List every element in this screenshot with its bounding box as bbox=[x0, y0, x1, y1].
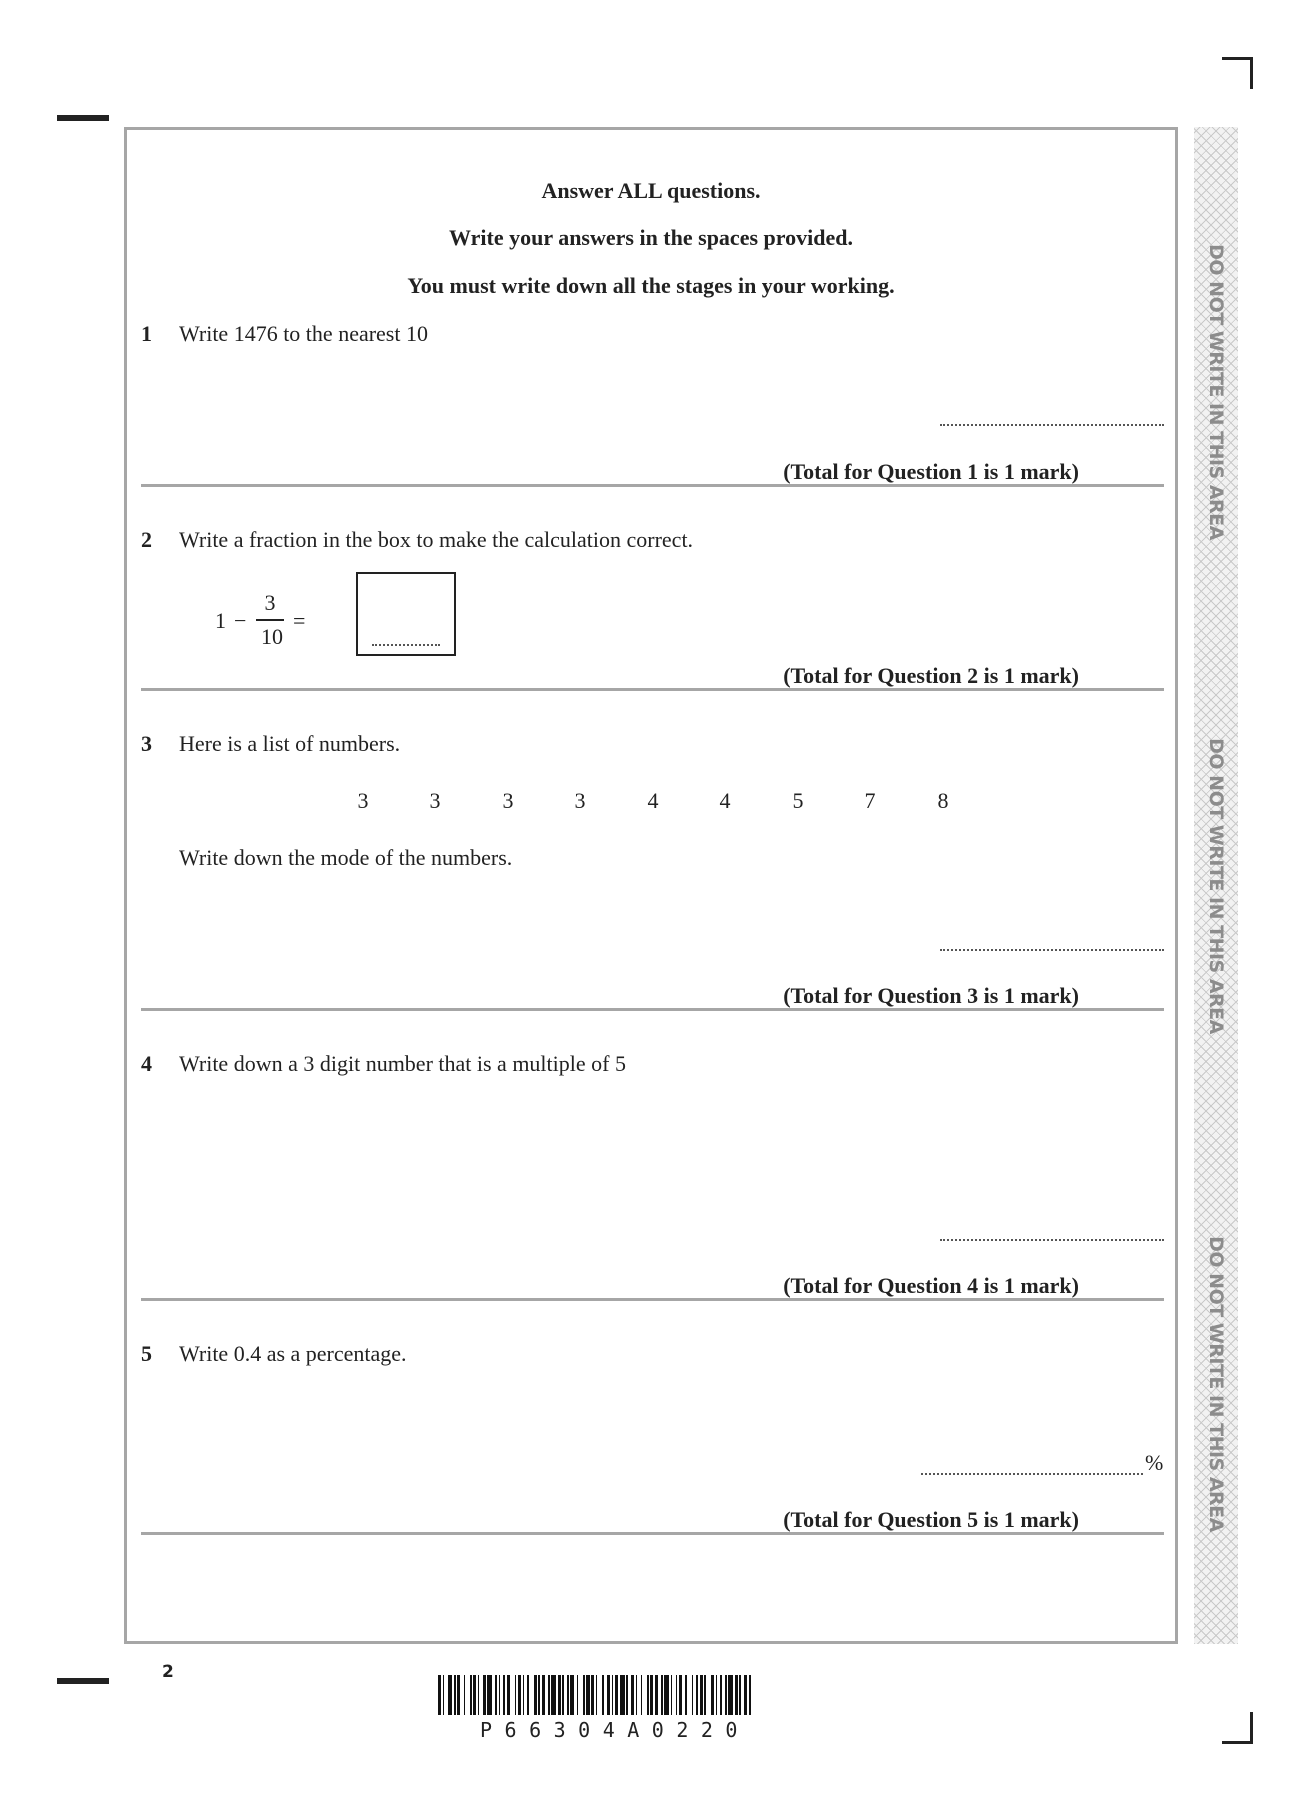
question-3-instruction: Write down the mode of the numbers. bbox=[179, 845, 513, 870]
question-5-separator bbox=[141, 1532, 1164, 1535]
number-list-item: 8 bbox=[937, 788, 949, 813]
question-2-total: (Total for Question 2 is 1 mark) bbox=[783, 663, 1079, 688]
question-1-number: 1 bbox=[141, 321, 152, 346]
question-2-text: Write a fraction in the box to make the calculation correct. bbox=[179, 527, 694, 552]
number-list-item: 7 bbox=[864, 788, 876, 813]
side-warning-bottom: DO NOT WRITE IN THIS AREA bbox=[1205, 1236, 1227, 1532]
number-list-item: 3 bbox=[429, 788, 441, 813]
number-list-item: 3 bbox=[357, 788, 369, 813]
expression-equals: = bbox=[293, 608, 306, 633]
question-4-answer-line[interactable] bbox=[940, 1239, 1164, 1241]
side-warning-middle: DO NOT WRITE IN THIS AREA bbox=[1205, 738, 1227, 1034]
question-3-answer-line[interactable] bbox=[940, 949, 1164, 951]
instruction-show-working: You must write down all the stages in your working. bbox=[407, 273, 895, 298]
question-3-text: Here is a list of numbers. bbox=[179, 731, 401, 756]
page-frame bbox=[124, 127, 1178, 1644]
question-3-number: 3 bbox=[141, 731, 152, 756]
number-list-item: 3 bbox=[502, 788, 514, 813]
question-1-answer-line[interactable] bbox=[940, 424, 1164, 426]
side-warning-top: DO NOT WRITE IN THIS AREA bbox=[1205, 244, 1227, 540]
number-list-item: 4 bbox=[719, 788, 731, 813]
question-1-separator bbox=[141, 484, 1164, 487]
question-2-separator bbox=[141, 688, 1164, 691]
barcode-text: P66304A0220 bbox=[480, 1718, 750, 1742]
question-2-number: 2 bbox=[141, 527, 152, 552]
instruction-answer-all: Answer ALL questions. bbox=[541, 178, 761, 203]
fraction-numerator: 3 bbox=[264, 590, 276, 615]
question-1-text: Write 1476 to the nearest 10 bbox=[179, 321, 428, 346]
percent-sign: % bbox=[1145, 1450, 1164, 1475]
expression-minus: − bbox=[234, 608, 247, 633]
crop-mark-top-right-horizontal bbox=[1222, 57, 1253, 60]
question-5-text: Write 0.4 as a percentage. bbox=[179, 1341, 407, 1366]
crop-mark-bottom-right-vertical bbox=[1250, 1712, 1253, 1744]
question-2-answer-box[interactable] bbox=[356, 572, 456, 656]
instruction-write-answers: Write your answers in the spaces provided. bbox=[449, 225, 853, 250]
fraction-bar bbox=[256, 619, 284, 621]
question-5-number: 5 bbox=[141, 1341, 152, 1366]
question-3-separator bbox=[141, 1008, 1164, 1011]
question-4-total: (Total for Question 4 is 1 mark) bbox=[783, 1273, 1079, 1298]
barcode bbox=[438, 1675, 868, 1715]
question-4-number: 4 bbox=[141, 1051, 152, 1076]
answer-box-dotted-line bbox=[372, 644, 440, 646]
crop-mark-top-right-vertical bbox=[1250, 57, 1253, 89]
question-5-total: (Total for Question 5 is 1 mark) bbox=[783, 1507, 1079, 1532]
question-4-text: Write down a 3 digit number that is a multiple of 5 bbox=[179, 1051, 626, 1076]
question-3-total: (Total for Question 3 is 1 mark) bbox=[783, 983, 1079, 1008]
crop-mark-bottom-right-horizontal bbox=[1222, 1741, 1253, 1744]
registration-mark-top-left bbox=[57, 115, 109, 121]
registration-mark-bottom-left bbox=[57, 1678, 109, 1684]
number-list-item: 4 bbox=[647, 788, 659, 813]
fraction-denominator: 10 bbox=[261, 624, 283, 649]
question-4-separator bbox=[141, 1298, 1164, 1301]
number-list-item: 3 bbox=[574, 788, 586, 813]
page-number: 2 bbox=[162, 1662, 174, 1682]
question-1-total: (Total for Question 1 is 1 mark) bbox=[783, 459, 1079, 484]
number-list-item: 5 bbox=[792, 788, 804, 813]
expression-whole: 1 bbox=[215, 608, 226, 633]
question-5-answer-line[interactable] bbox=[921, 1473, 1143, 1475]
